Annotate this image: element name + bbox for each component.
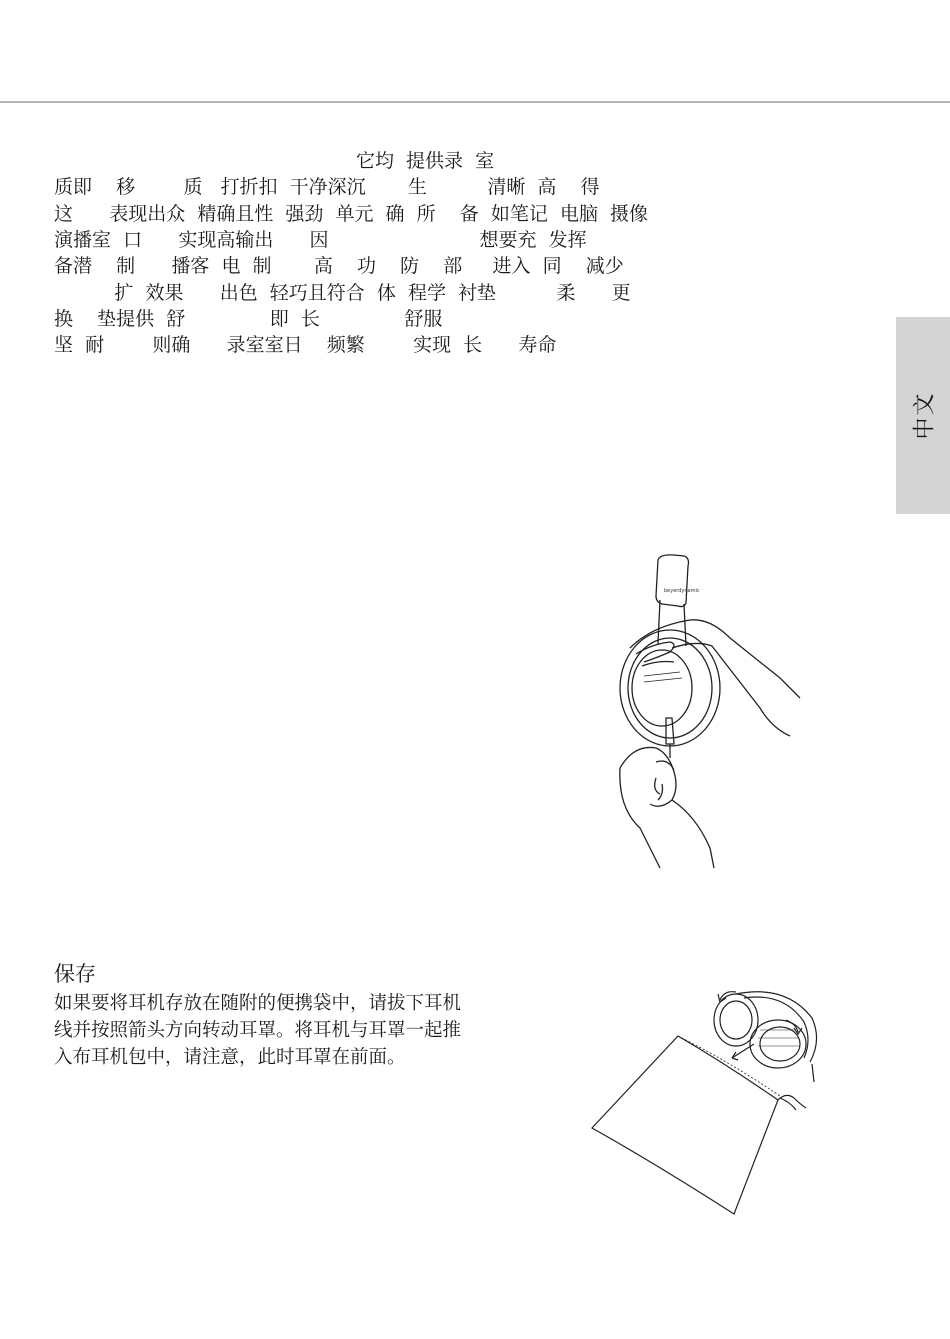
headphone-cable-icon: [600, 548, 820, 878]
headphone-cable-figure: [600, 548, 820, 878]
storage-body: [54, 990, 546, 1071]
intro-line: 换 垫提供 舒 即 长 舒服: [54, 308, 443, 330]
headphone-pouch-figure: [586, 984, 826, 1220]
intro-line: 它均 提供录 室: [54, 150, 495, 172]
brand-lettering: beyerdynamic: [664, 588, 700, 594]
intro-line: 扩 效果 出色 轻巧且符合 体 程学 衬垫 柔 更: [54, 282, 631, 304]
intro-line: 备潜 制 播客 电 制 高 功 防 部 进入 同 减少: [54, 255, 624, 277]
storage-body-line: 线并按照箭头方向转动耳罩。将耳机与耳罩一起推: [54, 1020, 462, 1041]
intro-line: 坚 耐 则确 录室室日 频繁 实现 长 寿命: [54, 334, 557, 356]
intro-line: 这 表现出众 精确且性 强劲 单元 确 所 备 如笔记 电脑 摄像: [54, 203, 649, 225]
storage-body-line: 如果要将耳机存放在随附的便携袋中，请拔下耳机: [54, 993, 462, 1014]
language-tab[interactable]: [896, 317, 950, 514]
header-divider: [0, 101, 950, 103]
headphone-pouch-icon: [586, 984, 826, 1220]
language-tab-label: 中文: [912, 391, 938, 440]
intro-line: 质即 移 质 打折扣 干净深沉 生 清晰 高 得: [54, 176, 600, 198]
storage-body-line: 入布耳机包中，请注意，此时耳罩在前面。: [54, 1047, 406, 1068]
storage-heading: 保存: [54, 962, 96, 986]
intro-line: 演播室 口 实现高输出 因 想要充 发挥: [54, 229, 587, 251]
